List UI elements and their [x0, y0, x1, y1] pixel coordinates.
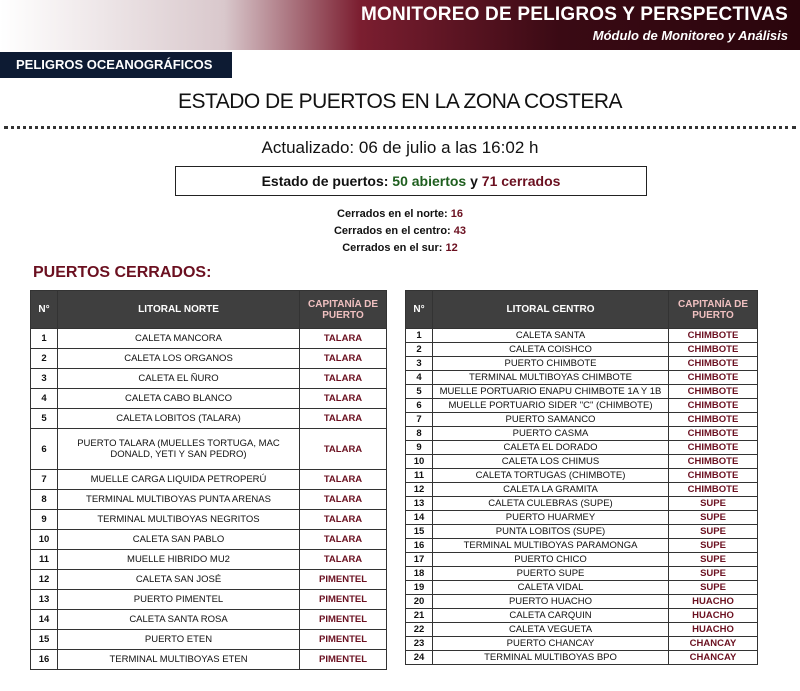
- table-row: [31, 490, 387, 510]
- port-name: PUERTO SUPE: [433, 567, 669, 581]
- table-row: [406, 637, 758, 651]
- table-row: [406, 371, 758, 385]
- column-header-capitania: CAPITANÍA DE PUERTO: [300, 291, 387, 329]
- row-number: 1: [31, 329, 58, 349]
- port-captaincy: CHIMBOTE: [669, 441, 758, 455]
- port-name: PUERTO HUACHO: [433, 595, 669, 609]
- port-captaincy: CHIMBOTE: [669, 413, 758, 427]
- closed-ports-title: PUERTOS CERRADOS:: [33, 264, 212, 281]
- port-name: CALETA VEGUETA: [433, 623, 669, 637]
- port-captaincy: SUPE: [669, 553, 758, 567]
- table-row: [406, 469, 758, 483]
- port-name: PUERTO HUARMEY: [433, 511, 669, 525]
- port-captaincy: CHIMBOTE: [669, 329, 758, 343]
- port-captaincy: SUPE: [669, 581, 758, 595]
- row-number: 14: [406, 511, 433, 525]
- row-number: 12: [31, 570, 58, 590]
- row-number: 5: [31, 409, 58, 429]
- row-number: 15: [31, 630, 58, 650]
- table-row: [406, 651, 758, 665]
- row-number: 7: [406, 413, 433, 427]
- table-row: [406, 329, 758, 343]
- table-row: [406, 483, 758, 497]
- port-captaincy: TALARA: [300, 389, 387, 409]
- summary-south-label: Cerrados en el sur:: [342, 242, 443, 254]
- port-name: PUERTO CHICO: [433, 553, 669, 567]
- row-number: 18: [406, 567, 433, 581]
- table-row: [31, 630, 387, 650]
- port-name: CALETA SANTA: [433, 329, 669, 343]
- port-captaincy: HUACHO: [669, 609, 758, 623]
- table-row: [406, 525, 758, 539]
- port-name: CALETA SAN PABLO: [58, 530, 300, 550]
- status-label: Estado de puertos:: [261, 173, 389, 189]
- row-number: 16: [31, 650, 58, 670]
- port-name: CALETA COISHCO: [433, 343, 669, 357]
- port-captaincy: TALARA: [300, 329, 387, 349]
- port-captaincy: SUPE: [669, 511, 758, 525]
- row-number: 22: [406, 623, 433, 637]
- row-number: 9: [406, 441, 433, 455]
- table-row: [31, 650, 387, 670]
- row-number: 4: [406, 371, 433, 385]
- port-name: CALETA CULEBRAS (SUPE): [433, 497, 669, 511]
- port-name: MUELLE HIBRIDO MU2: [58, 550, 300, 570]
- row-number: 6: [31, 429, 58, 470]
- table-row: [406, 539, 758, 553]
- status-closed-count: 71 cerrados: [481, 173, 561, 189]
- port-captaincy: TALARA: [300, 510, 387, 530]
- port-captaincy: CHIMBOTE: [669, 343, 758, 357]
- row-number: 23: [406, 637, 433, 651]
- port-captaincy: TALARA: [300, 429, 387, 470]
- summary-center-value: 43: [453, 225, 467, 237]
- row-number: 17: [406, 553, 433, 567]
- table-row: [31, 550, 387, 570]
- table-row: [406, 581, 758, 595]
- port-captaincy: CHIMBOTE: [669, 455, 758, 469]
- port-name: PUERTO CASMA: [433, 427, 669, 441]
- port-name: CALETA LOS CHIMUS: [433, 455, 669, 469]
- row-number: 1: [406, 329, 433, 343]
- port-name: CALETA TORTUGAS (CHIMBOTE): [433, 469, 669, 483]
- port-captaincy: TALARA: [300, 409, 387, 429]
- header-title: MONITOREO DE PELIGROS Y PERSPECTIVAS: [360, 4, 788, 25]
- table-row: [406, 455, 758, 469]
- row-number: 2: [31, 349, 58, 369]
- column-header-litoral: LITORAL NORTE: [58, 291, 300, 329]
- row-number: 9: [31, 510, 58, 530]
- table-row: [31, 570, 387, 590]
- table-row: [406, 427, 758, 441]
- port-captaincy: TALARA: [300, 530, 387, 550]
- port-captaincy: SUPE: [669, 525, 758, 539]
- port-name: MUELLE PORTUARIO SIDER "C" (CHIMBOTE): [433, 399, 669, 413]
- table-row: [406, 511, 758, 525]
- table-row: [31, 530, 387, 550]
- row-number: 20: [406, 595, 433, 609]
- port-name: TERMINAL MULTIBOYAS ETEN: [58, 650, 300, 670]
- port-name: CALETA VIDAL: [433, 581, 669, 595]
- header-subtitle: Módulo de Monitoreo y Análisis: [592, 28, 788, 43]
- row-number: 8: [406, 427, 433, 441]
- port-captaincy: SUPE: [669, 539, 758, 553]
- row-number: 8: [31, 490, 58, 510]
- status-conjunction: y: [470, 173, 478, 189]
- port-name: CALETA MANCORA: [58, 329, 300, 349]
- port-captaincy: PIMENTEL: [300, 610, 387, 630]
- table-header-row: [406, 291, 758, 329]
- table-row: [31, 409, 387, 429]
- row-number: 11: [406, 469, 433, 483]
- port-captaincy: CHIMBOTE: [669, 483, 758, 497]
- port-name: CALETA SANTA ROSA: [58, 610, 300, 630]
- row-number: 7: [31, 470, 58, 490]
- port-name: TERMINAL MULTIBOYAS BPO: [433, 651, 669, 665]
- row-number: 12: [406, 483, 433, 497]
- table-row: [406, 357, 758, 371]
- summary-center-label: Cerrados en el centro:: [333, 225, 451, 237]
- row-number: 5: [406, 385, 433, 399]
- port-captaincy: CHANCAY: [669, 651, 758, 665]
- column-header-litoral: LITORAL CENTRO: [433, 291, 669, 329]
- port-name: PUNTA LOBITOS (SUPE): [433, 525, 669, 539]
- table-row: [406, 553, 758, 567]
- row-number: 15: [406, 525, 433, 539]
- table-row: [31, 329, 387, 349]
- table-row: [406, 609, 758, 623]
- port-captaincy: CHIMBOTE: [669, 371, 758, 385]
- port-captaincy: CHANCAY: [669, 637, 758, 651]
- port-name: CALETA LOBITOS (TALARA): [58, 409, 300, 429]
- table-row: [406, 385, 758, 399]
- port-name: CALETA CABO BLANCO: [58, 389, 300, 409]
- port-name: CALETA CARQUIN: [433, 609, 669, 623]
- port-name: PUERTO CHIMBOTE: [433, 357, 669, 371]
- row-number: 21: [406, 609, 433, 623]
- column-header-number: N°: [31, 291, 58, 329]
- table-row: [406, 595, 758, 609]
- port-name: PUERTO PIMENTEL: [58, 590, 300, 610]
- port-name: CALETA LOS ORGANOS: [58, 349, 300, 369]
- port-captaincy: CHIMBOTE: [669, 357, 758, 371]
- table-row: [31, 429, 387, 470]
- row-number: 14: [31, 610, 58, 630]
- port-captaincy: CHIMBOTE: [669, 427, 758, 441]
- port-captaincy: PIMENTEL: [300, 630, 387, 650]
- port-name: TERMINAL MULTIBOYAS PUNTA ARENAS: [58, 490, 300, 510]
- table-row: [406, 399, 758, 413]
- closed-summary: [0, 206, 800, 257]
- table-row: [31, 470, 387, 490]
- table-row: [31, 610, 387, 630]
- column-header-capitania: CAPITANÍA DE PUERTO: [669, 291, 758, 329]
- updated-timestamp: Actualizado: 06 de julio a las 16:02 h: [261, 138, 539, 157]
- table-row: [406, 567, 758, 581]
- table-row: [406, 441, 758, 455]
- row-number: 10: [406, 455, 433, 469]
- table-row: [31, 389, 387, 409]
- table-header-row: [31, 291, 387, 329]
- summary-south: [0, 240, 800, 257]
- page-title: ESTADO DE PUERTOS EN LA ZONA COSTERA: [177, 90, 623, 113]
- center-ports-table: [405, 290, 758, 665]
- port-captaincy: TALARA: [300, 490, 387, 510]
- table-row: [406, 497, 758, 511]
- port-name: PUERTO TALARA (MUELLES TORTUGA, MAC DONALD, YETI Y SAN PEDRO): [58, 429, 300, 470]
- row-number: 3: [406, 357, 433, 371]
- row-number: 24: [406, 651, 433, 665]
- status-open-count: 50 abiertos: [392, 173, 467, 189]
- summary-south-value: 12: [445, 242, 458, 254]
- row-number: 11: [31, 550, 58, 570]
- port-captaincy: CHIMBOTE: [669, 399, 758, 413]
- port-captaincy: TALARA: [300, 550, 387, 570]
- port-captaincy: TALARA: [300, 470, 387, 490]
- column-header-number: N°: [406, 291, 433, 329]
- table-row: [31, 590, 387, 610]
- row-number: 19: [406, 581, 433, 595]
- port-name: TERMINAL MULTIBOYAS NEGRITOS: [58, 510, 300, 530]
- summary-center: [0, 223, 800, 240]
- port-captaincy: TALARA: [300, 369, 387, 389]
- port-captaincy: PIMENTEL: [300, 590, 387, 610]
- row-number: 13: [31, 590, 58, 610]
- table-row: [406, 623, 758, 637]
- port-captaincy: PIMENTEL: [300, 650, 387, 670]
- port-name: CALETA EL DORADO: [433, 441, 669, 455]
- table-row: [31, 369, 387, 389]
- row-number: 10: [31, 530, 58, 550]
- north-ports-table: [30, 290, 387, 670]
- page-header: [0, 0, 800, 50]
- summary-north-value: 16: [450, 208, 463, 220]
- row-number: 16: [406, 539, 433, 553]
- row-number: 4: [31, 389, 58, 409]
- port-name: PUERTO ETEN: [58, 630, 300, 650]
- row-number: 6: [406, 399, 433, 413]
- table-row: [31, 510, 387, 530]
- port-captaincy: PIMENTEL: [300, 570, 387, 590]
- table-row: [406, 343, 758, 357]
- port-name: MUELLE CARGA LIQUIDA PETROPERÚ: [58, 470, 300, 490]
- row-number: 3: [31, 369, 58, 389]
- port-captaincy: HUACHO: [669, 595, 758, 609]
- port-captaincy: CHIMBOTE: [669, 469, 758, 483]
- summary-north-label: Cerrados en el norte:: [337, 208, 448, 220]
- port-captaincy: SUPE: [669, 497, 758, 511]
- port-name: CALETA SAN JOSÉ: [58, 570, 300, 590]
- port-captaincy: CHIMBOTE: [669, 385, 758, 399]
- port-name: CALETA EL ÑURO: [58, 369, 300, 389]
- port-captaincy: HUACHO: [669, 623, 758, 637]
- port-captaincy: SUPE: [669, 567, 758, 581]
- port-status-box: [175, 166, 647, 196]
- row-number: 2: [406, 343, 433, 357]
- port-captaincy: TALARA: [300, 349, 387, 369]
- summary-north: [0, 206, 800, 223]
- port-name: PUERTO CHANCAY: [433, 637, 669, 651]
- section-tag: PELIGROS OCEANOGRÁFICOS: [0, 52, 232, 78]
- table-row: [406, 413, 758, 427]
- port-name: MUELLE PORTUARIO ENAPU CHIMBOTE 1A Y 1B: [433, 385, 669, 399]
- dotted-divider: [4, 126, 796, 129]
- table-row: [31, 349, 387, 369]
- port-name: CALETA LA GRAMITA: [433, 483, 669, 497]
- row-number: 13: [406, 497, 433, 511]
- port-name: PUERTO SAMANCO: [433, 413, 669, 427]
- port-name: TERMINAL MULTIBOYAS CHIMBOTE: [433, 371, 669, 385]
- port-name: TERMINAL MULTIBOYAS PARAMONGA: [433, 539, 669, 553]
